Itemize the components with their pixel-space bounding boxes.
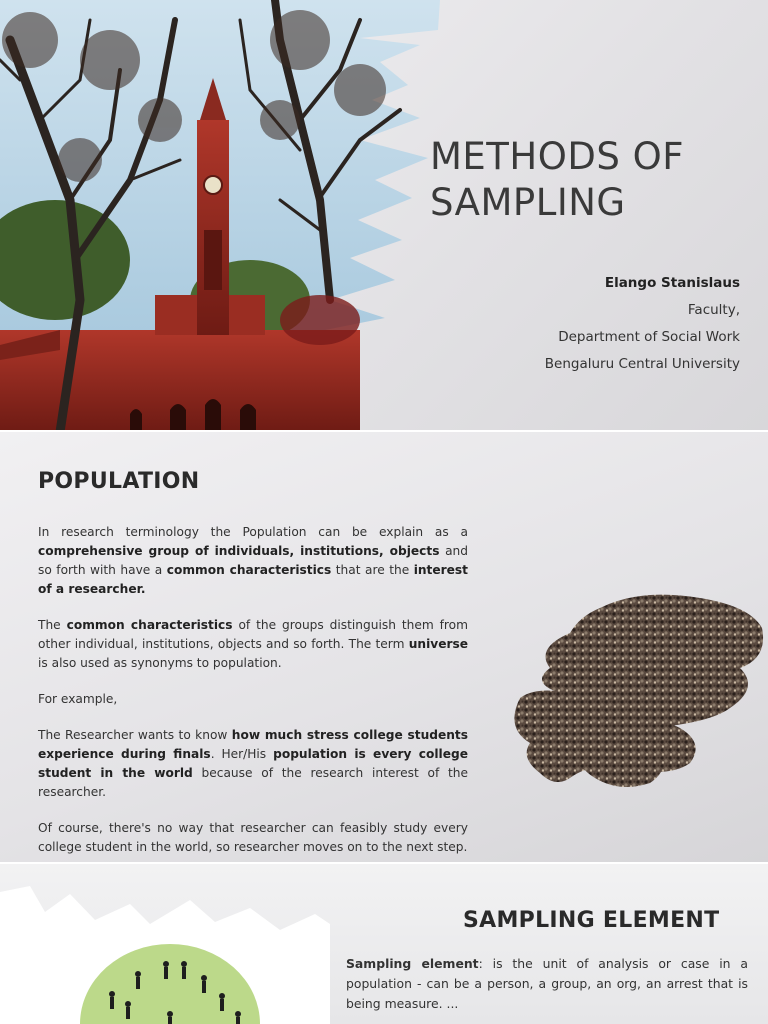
text-bold: common characteristics bbox=[66, 618, 233, 632]
term-bold: Sampling element bbox=[346, 956, 479, 971]
text: . Her/His bbox=[210, 747, 274, 761]
paragraph-characteristics bbox=[38, 616, 468, 673]
definition-text: : is the unit of analysis or case in a population - can be a person, a group, an org, an arrest that is being measure. ... bbox=[346, 956, 748, 1011]
text-bold: how much stress college students experience during finals bbox=[38, 728, 468, 761]
text: that are the bbox=[331, 563, 414, 577]
author-role: Faculty, bbox=[687, 302, 740, 318]
author-university: Bengaluru Central University bbox=[544, 356, 740, 372]
title-line-2: SAMPLING bbox=[430, 181, 626, 224]
author-block bbox=[420, 270, 740, 378]
sampling-illustration bbox=[0, 864, 330, 1024]
title-line-1: METHODS OF bbox=[430, 135, 684, 178]
text-bold: population is every college student in the world bbox=[38, 747, 468, 780]
paragraph-conclusion: Of course, there's no way that researcher can feasibly study every college student in the world, so researcher moves on to the next step. bbox=[38, 821, 468, 854]
clock-tower-photo bbox=[0, 0, 450, 432]
text-bold: comprehensive group of individuals, institutions, objects bbox=[38, 544, 440, 558]
author-department: Department of Social Work bbox=[558, 329, 740, 345]
text-bold: common characteristics bbox=[166, 563, 332, 577]
presentation-title bbox=[430, 134, 760, 226]
text: is also used as synonyms to population. bbox=[38, 656, 282, 670]
sampling-element-heading: SAMPLING ELEMENT bbox=[463, 908, 720, 933]
text-bold: universe bbox=[408, 637, 468, 651]
slide-title bbox=[0, 0, 768, 432]
text: and so forth with have a bbox=[38, 544, 468, 577]
text-bold: interest of a researcher. bbox=[38, 563, 468, 596]
crowd-image bbox=[500, 588, 768, 793]
author-name: Elango Stanislaus bbox=[604, 275, 740, 291]
population-body bbox=[38, 523, 468, 874]
sampling-element-body bbox=[346, 954, 748, 1014]
paragraph-example bbox=[38, 726, 468, 802]
paragraph-definition bbox=[38, 523, 468, 599]
text: of the groups distinguish them from other individual, institutions, objects and so forth. The term bbox=[38, 618, 469, 651]
paragraph-example-label: For example, bbox=[38, 692, 118, 706]
population-heading: POPULATION bbox=[38, 469, 200, 494]
text: In research terminology the Population can be explain as a bbox=[38, 525, 468, 539]
text: The Researcher wants to know bbox=[38, 728, 232, 742]
text: because of the research interest of the researcher. bbox=[38, 766, 468, 799]
text: The bbox=[38, 618, 67, 632]
